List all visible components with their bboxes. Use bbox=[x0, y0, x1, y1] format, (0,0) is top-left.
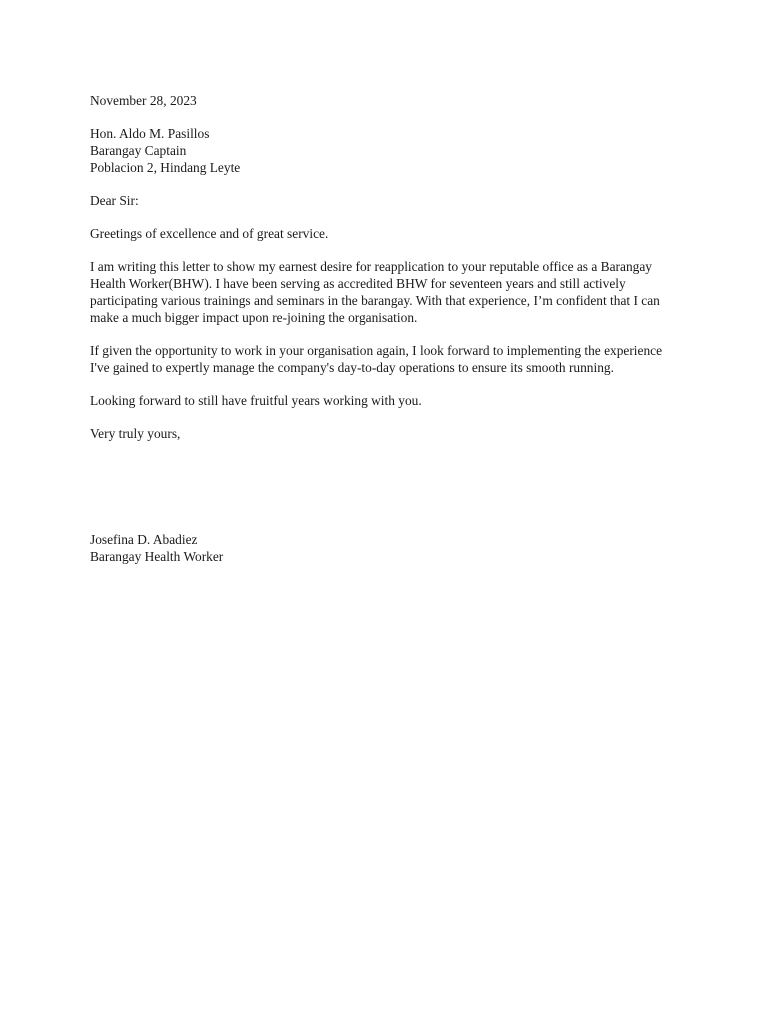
body-1-line: make a much bigger impact upon re-joining the organisation. bbox=[90, 310, 418, 325]
body-2-line: If given the opportunity to work in your organisation again, I look forward to implementing the experience bbox=[90, 343, 663, 358]
body-3-text: Looking forward to still have fruitful years working with you. bbox=[90, 393, 422, 408]
sender-name: Josefina D. Abadiez bbox=[90, 532, 198, 547]
sender-title: Barangay Health Worker bbox=[90, 549, 224, 564]
greeting-text: Greetings of excellence and of great service. bbox=[90, 226, 329, 241]
body-1-line: participating various trainings and seminars in the barangay. With that experience, I’m confident that I can bbox=[90, 293, 660, 308]
greeting-paragraph bbox=[90, 225, 690, 242]
signature-block bbox=[90, 531, 690, 565]
recipient-title: Barangay Captain bbox=[90, 143, 187, 158]
letter bbox=[90, 92, 690, 565]
body-paragraph-3 bbox=[90, 392, 690, 409]
body-1-line: I am writing this letter to show my earnest desire for reapplication to your reputable office as a Barangay bbox=[90, 259, 652, 274]
body-2-line: I've gained to expertly manage the company's day-to-day operations to ensure its smooth running. bbox=[90, 360, 614, 375]
letter-date: November 28, 2023 bbox=[90, 93, 197, 108]
recipient-block bbox=[90, 125, 690, 176]
recipient-name: Hon. Aldo M. Pasillos bbox=[90, 126, 210, 141]
salutation bbox=[90, 192, 690, 209]
body-1-line: Health Worker(BHW). I have been serving as accredited BHW for seventeen years and still actively bbox=[90, 276, 626, 291]
salutation-text: Dear Sir: bbox=[90, 193, 139, 208]
body-paragraph-2 bbox=[90, 342, 690, 376]
closing bbox=[90, 425, 690, 442]
recipient-address: Poblacion 2, Hindang Leyte bbox=[90, 160, 241, 175]
closing-text: Very truly yours, bbox=[90, 426, 181, 441]
body-paragraph-1 bbox=[90, 258, 690, 326]
